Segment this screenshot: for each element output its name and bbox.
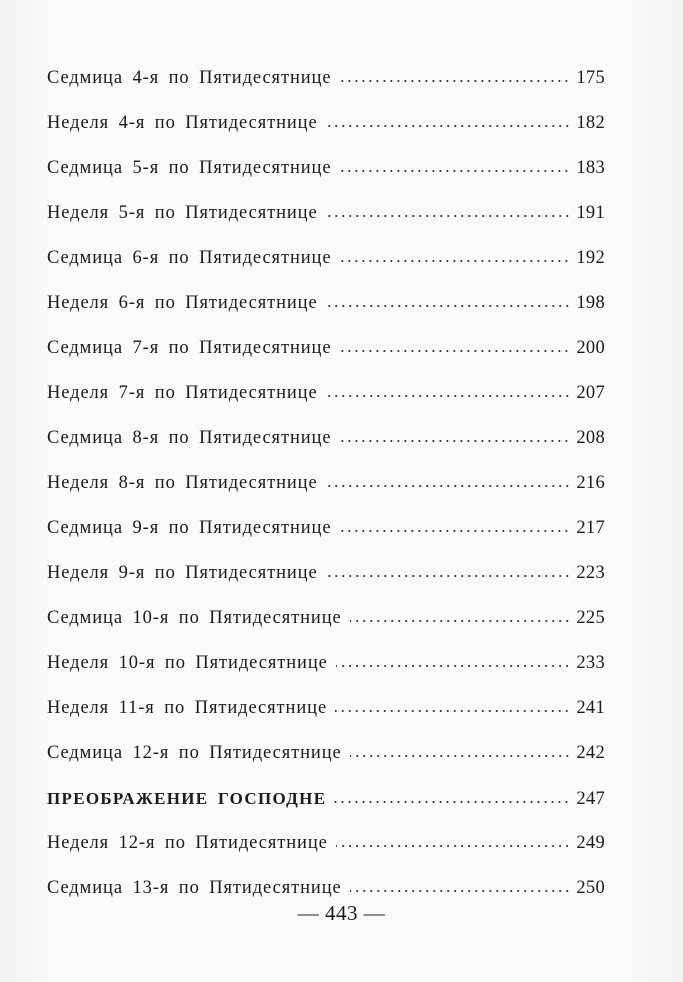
dot-leader [326, 575, 571, 577]
toc-entry [47, 191, 605, 236]
toc-entry-title: Неделя 12-я по Пятидесятнице [47, 833, 328, 853]
toc-entry-title: Неделя 6-я по Пятидесятнице [47, 293, 318, 313]
toc-entry [47, 236, 605, 281]
toc-entry-title: Неделя 8-я по Пятидесятнице [47, 473, 318, 493]
toc-entry-page: 192 [576, 248, 605, 268]
toc-entry-page: 223 [576, 563, 605, 583]
dot-leader [326, 395, 571, 397]
dot-leader [350, 755, 571, 757]
dot-leader [334, 801, 570, 803]
toc-entry [47, 596, 605, 641]
toc-entry-title: Седмица 5-я по Пятидесятнице [47, 158, 332, 178]
toc-entry-page: 247 [576, 789, 605, 809]
dot-leader [339, 530, 570, 532]
toc-entry-title: Неделя 5-я по Пятидесятнице [47, 203, 318, 223]
toc-entry [47, 821, 605, 866]
dot-leader [335, 710, 570, 712]
toc-entry-page: 216 [576, 473, 605, 493]
dot-leader [339, 350, 570, 352]
toc-entry-page: 175 [576, 68, 605, 88]
toc-entry [47, 551, 605, 596]
toc-entry-page: 217 [576, 518, 605, 538]
toc-entry-page: 225 [576, 608, 605, 628]
toc-entry-title: ПРЕОБРАЖЕНИЕ ГОСПОДНЕ [47, 789, 327, 808]
toc-entry-page: 200 [576, 338, 605, 358]
toc-entry [47, 641, 605, 686]
toc-entry-title: Неделя 10-я по Пятидесятнице [47, 653, 328, 673]
toc-entry-page: 233 [576, 653, 605, 673]
toc-entry [47, 101, 605, 146]
toc-entry [47, 281, 605, 326]
toc-entry-title: Седмица 4-я по Пятидесятнице [47, 68, 332, 88]
dot-leader [336, 665, 571, 667]
toc-entry-page: 250 [576, 878, 605, 898]
toc-entry-title: Седмица 6-я по Пятидесятнице [47, 248, 332, 268]
dot-leader [336, 845, 571, 847]
page-folio [0, 901, 683, 926]
toc-entry [47, 731, 605, 776]
toc-entry-title: Неделя 9-я по Пятидесятнице [47, 563, 318, 583]
dot-leader [326, 215, 571, 217]
toc-entry [47, 146, 605, 191]
dot-leader [339, 170, 570, 172]
toc-entry-page: 183 [576, 158, 605, 178]
dot-leader [339, 440, 570, 442]
toc-entry [47, 371, 605, 416]
dot-leader [350, 620, 571, 622]
toc-entry-title: Седмица 13-я по Пятидесятнице [47, 878, 342, 898]
toc-entry-page: 191 [576, 203, 605, 223]
dot-leader [326, 485, 571, 487]
toc-entry [47, 461, 605, 506]
toc-entry-page: 182 [576, 113, 605, 133]
dot-leader [326, 125, 571, 127]
toc-entry [47, 416, 605, 461]
folio-dash-left: — [297, 901, 320, 925]
toc-entry [47, 506, 605, 551]
toc-entry-page: 207 [576, 383, 605, 403]
toc-entry-page: 208 [576, 428, 605, 448]
toc-entry-page: 198 [576, 293, 605, 313]
toc-entry-page: 241 [576, 698, 605, 718]
dot-leader [339, 260, 570, 262]
dot-leader [339, 80, 570, 82]
toc-entry-title: Неделя 11-я по Пятидесятнице [47, 698, 328, 718]
dot-leader [326, 305, 571, 307]
toc-entry-title: Седмица 9-я по Пятидесятнице [47, 518, 332, 538]
toc-entry-page: 249 [576, 833, 605, 853]
table-of-contents [47, 56, 605, 911]
toc-entry [47, 56, 605, 101]
page-number: 443 [325, 901, 358, 925]
toc-entry [47, 686, 605, 731]
dot-leader [350, 890, 571, 892]
toc-entry-page: 242 [576, 743, 605, 763]
folio-dash-right: — [363, 901, 386, 925]
toc-entry-title: Седмица 10-я по Пятидесятнице [47, 608, 342, 628]
toc-entry-title: Седмица 12-я по Пятидесятнице [47, 743, 342, 763]
toc-entry-title: Седмица 8-я по Пятидесятнице [47, 428, 332, 448]
toc-entry-title: Неделя 7-я по Пятидесятнице [47, 383, 318, 403]
toc-entry [47, 326, 605, 371]
toc-entry-title: Седмица 7-я по Пятидесятнице [47, 338, 332, 358]
toc-entry-title: Неделя 4-я по Пятидесятнице [47, 113, 318, 133]
toc-entry-feast [47, 776, 605, 821]
